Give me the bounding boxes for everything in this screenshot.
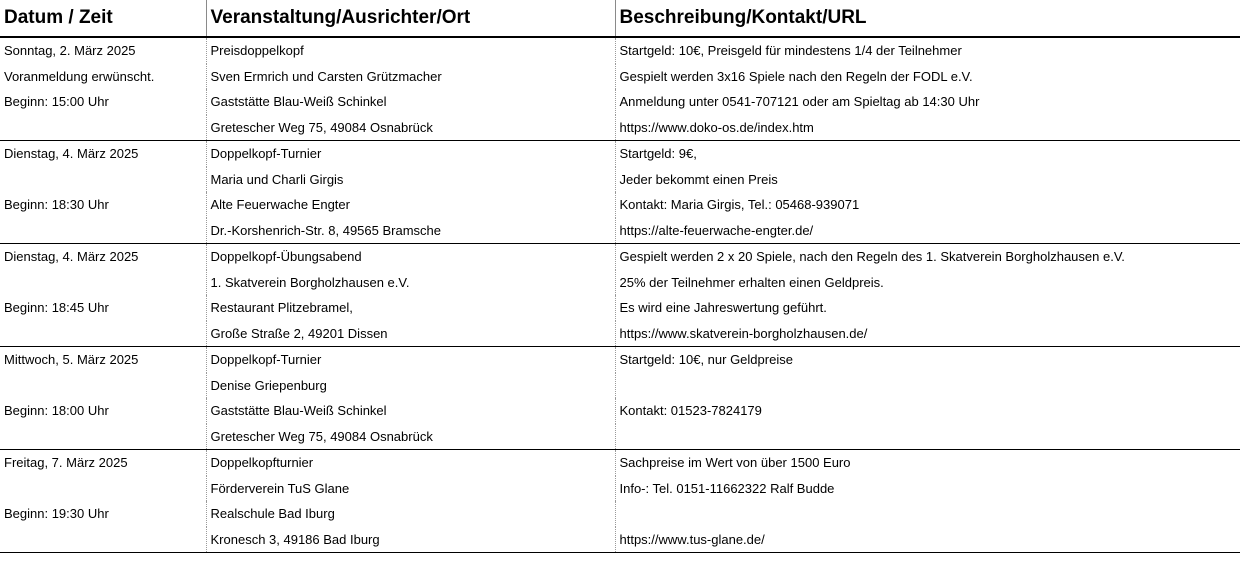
cell-event-info[interactable]: Gretescher Weg 75, 49084 Osnabrück [206,424,615,450]
table-row [0,167,1240,193]
cell-date-time[interactable]: Sonntag, 2. März 2025 [0,37,206,64]
table-row [0,321,1240,347]
cell-description[interactable]: https://alte-feuerwache-engter.de/ [615,218,1240,244]
cell-description[interactable] [615,424,1240,450]
cell-description[interactable]: Sachpreise im Wert von über 1500 Euro [619,455,851,471]
cell-description[interactable] [615,373,1240,399]
cell-event-info[interactable]: Förderverein TuS Glane [206,476,615,502]
table-row [0,398,1240,424]
cell-event-info[interactable]: Dr.-Korshenrich-Str. 8, 49565 Bramsche [206,218,615,244]
header-description-contact-url[interactable]: Beschreibung/Kontakt/URL [615,0,1240,37]
cell-date-time[interactable]: Beginn: 18:30 Uhr [0,192,206,218]
cell-event-info[interactable]: Sven Ermrich und Carsten Grützmacher [206,64,615,90]
cell-date-time[interactable] [0,167,206,193]
cell-event-info[interactable]: Maria und Charli Girgis [206,167,615,193]
table-row [0,527,1240,553]
cell-date-time[interactable]: Beginn: 19:30 Uhr [0,501,206,527]
cell-event-info[interactable]: Alte Feuerwache Engter [206,192,615,218]
cell-description[interactable]: Kontakt: 01523-7824179 [619,403,762,419]
cell-event-info[interactable]: Doppelkopf-Turnier [206,141,615,167]
table-row [0,347,1240,373]
cell-date-time[interactable] [0,218,206,244]
cell-event-info[interactable]: Gretescher Weg 75, 49084 Osnabrück [206,115,615,141]
table-row [0,192,1240,218]
cell-description[interactable]: Kontakt: Maria Girgis, Tel.: 05468-939071 [619,197,860,213]
cell-date-time[interactable]: Beginn: 15:00 Uhr [0,89,206,115]
table-row [0,141,1240,167]
cell-event-info[interactable]: Doppelkopfturnier [206,450,615,476]
cell-description[interactable]: 25% der Teilnehmer erhalten einen Geldpreis. [619,274,884,290]
cell-event-info[interactable]: Gaststätte Blau-Weiß Schinkel [206,89,615,115]
cell-description[interactable]: Anmeldung unter 0541-707121 oder am Spieltag ab 14:30 Uhr [619,94,980,110]
table-row [0,424,1240,450]
table-row [0,501,1240,527]
header-row [0,0,1240,37]
cell-description[interactable]: https://www.doko-os.de/index.htm [615,115,1240,141]
cell-description[interactable]: Startgeld: 10€, nur Geldpreise [619,352,793,368]
cell-event-info[interactable]: Restaurant Plitzebramel, [206,295,615,321]
cell-date-time[interactable] [0,527,206,553]
cell-event-info[interactable]: Doppelkopf-Übungsabend [206,244,615,270]
table-row [0,64,1240,90]
cell-description[interactable]: https://www.tus-glane.de/ [615,527,1240,553]
table-row [0,37,1240,64]
cell-description[interactable]: Es wird eine Jahreswertung geführt. [619,300,827,316]
cell-date-time[interactable]: Mittwoch, 5. März 2025 [0,347,206,373]
cell-date-time[interactable]: Dienstag, 4. März 2025 [0,141,206,167]
cell-date-time[interactable] [0,321,206,347]
cell-description[interactable]: Startgeld: 9€, [619,146,697,162]
cell-description[interactable]: Jeder bekommt einen Preis [619,171,778,187]
cell-event-info[interactable]: 1. Skatverein Borgholzhausen e.V. [206,270,615,296]
cell-description[interactable]: Startgeld: 10€, Preisgeld für mindestens 1/4 der Teilnehmer [619,43,962,59]
cell-event-info[interactable]: Gaststätte Blau-Weiß Schinkel [206,398,615,424]
table-row [0,476,1240,502]
cell-date-time[interactable] [0,115,206,141]
table-row [0,244,1240,270]
table-row [0,89,1240,115]
cell-description[interactable]: Gespielt werden 2 x 20 Spiele, nach den Regeln des 1. Skatverein Borgholzhausen e.V. [619,249,1125,265]
cell-date-time[interactable]: Voranmeldung erwünscht. [0,64,206,90]
cell-date-time[interactable] [0,270,206,296]
header-event-organizer-location[interactable]: Veranstaltung/Ausrichter/Ort [206,0,615,37]
cell-event-info[interactable]: Doppelkopf-Turnier [206,347,615,373]
cell-event-info[interactable]: Preisdoppelkopf [206,37,615,64]
cell-date-time[interactable]: Beginn: 18:00 Uhr [0,398,206,424]
cell-date-time[interactable]: Freitag, 7. März 2025 [0,450,206,476]
cell-date-time[interactable] [0,424,206,450]
table-row [0,218,1240,244]
cell-description[interactable]: Info-: Tel. 0151-11662322 Ralf Budde [619,480,835,496]
table-row [0,115,1240,141]
cell-event-info[interactable]: Große Straße 2, 49201 Dissen [206,321,615,347]
table-row [0,450,1240,476]
cell-description[interactable]: Gespielt werden 3x16 Spiele nach den Regeln der FODL e.V. [619,68,973,84]
cell-date-time[interactable] [0,476,206,502]
table-row [0,270,1240,296]
table-row [0,373,1240,399]
cell-description[interactable]: https://www.skatverein-borgholzhausen.de/ [615,321,1240,347]
header-date-time[interactable]: Datum / Zeit [0,0,206,37]
cell-event-info[interactable]: Denise Griepenburg [206,373,615,399]
cell-event-info[interactable]: Realschule Bad Iburg [206,501,615,527]
cell-date-time[interactable]: Beginn: 18:45 Uhr [0,295,206,321]
cell-date-time[interactable] [0,373,206,399]
cell-date-time[interactable]: Dienstag, 4. März 2025 [0,244,206,270]
cell-description[interactable] [615,501,1240,527]
cell-event-info[interactable]: Kronesch 3, 49186 Bad Iburg [206,527,615,553]
table-row [0,295,1240,321]
